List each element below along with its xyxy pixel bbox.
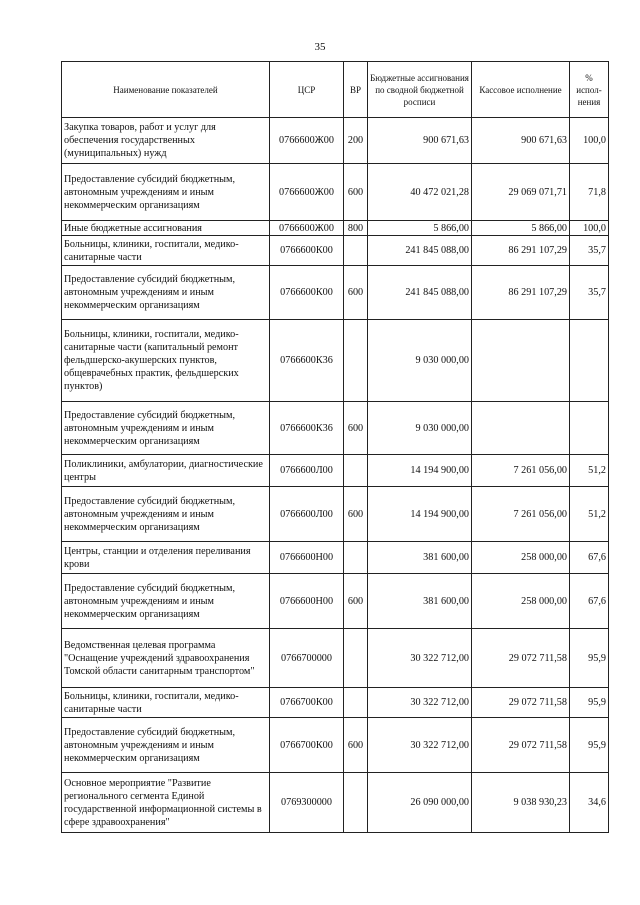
row-pct: 95,9: [570, 718, 609, 773]
row-pct: 100,0: [570, 221, 609, 236]
row-name: Предоставление субсидий бюджетным, автономным учреждениям и иным некоммерческим организациям: [62, 164, 270, 221]
row-cash: 86 291 107,29: [472, 236, 570, 266]
table-row: [62, 118, 609, 164]
row-budget: 30 322 712,00: [368, 629, 472, 688]
row-csr: 0766600К00: [270, 266, 344, 320]
row-name: Ведомственная целевая программа "Оснащение учреждений здравоохранения Томской области санитарным транспортом": [62, 629, 270, 688]
row-pct: 51,2: [570, 487, 609, 542]
row-cash: 29 069 071,71: [472, 164, 570, 221]
row-budget: 30 322 712,00: [368, 688, 472, 718]
row-pct: [570, 402, 609, 455]
row-cash: 900 671,63: [472, 118, 570, 164]
row-pct: 95,9: [570, 688, 609, 718]
row-name: Основное мероприятие "Развитие регионального сегмента Единой государственной информационной системы в сфере здравоохранения": [62, 773, 270, 833]
row-csr: 0766600Ж00: [270, 164, 344, 221]
row-vr: 600: [344, 402, 368, 455]
row-budget: 14 194 900,00: [368, 455, 472, 487]
row-vr: 600: [344, 574, 368, 629]
row-name: Предоставление субсидий бюджетным, автономным учреждениям и иным некоммерческим организациям: [62, 718, 270, 773]
row-csr: 0766600К00: [270, 236, 344, 266]
row-budget: 5 866,00: [368, 221, 472, 236]
row-cash: 5 866,00: [472, 221, 570, 236]
table-row: [62, 688, 609, 718]
row-pct: 34,6: [570, 773, 609, 833]
header-csr: ЦСР: [270, 62, 344, 118]
row-pct: [570, 320, 609, 402]
row-cash: 86 291 107,29: [472, 266, 570, 320]
row-csr: 0766600Н00: [270, 574, 344, 629]
row-cash: 258 000,00: [472, 574, 570, 629]
row-vr: 200: [344, 118, 368, 164]
row-name: Иные бюджетные ассигнования: [62, 221, 270, 236]
row-budget: 26 090 000,00: [368, 773, 472, 833]
row-name: Предоставление субсидий бюджетным, автономным учреждениям и иным некоммерческим организациям: [62, 266, 270, 320]
row-budget: 241 845 088,00: [368, 266, 472, 320]
row-pct: 35,7: [570, 236, 609, 266]
row-budget: 9 030 000,00: [368, 402, 472, 455]
row-csr: 0766700000: [270, 629, 344, 688]
row-pct: 51,2: [570, 455, 609, 487]
row-vr: [344, 236, 368, 266]
row-budget: 40 472 021,28: [368, 164, 472, 221]
row-cash: 29 072 711,58: [472, 688, 570, 718]
row-csr: 0766600Н00: [270, 542, 344, 574]
row-budget: 381 600,00: [368, 574, 472, 629]
row-pct: 95,9: [570, 629, 609, 688]
row-name: Предоставление субсидий бюджетным, автономным учреждениям и иным некоммерческим организациям: [62, 402, 270, 455]
header-pct: % испол-нения: [570, 62, 609, 118]
header-budget: Бюджетные ассигнования по сводной бюджетной росписи: [368, 62, 472, 118]
header-row: [62, 62, 609, 118]
row-pct: 67,6: [570, 574, 609, 629]
table-row: [62, 221, 609, 236]
row-name: Центры, станции и отделения переливания крови: [62, 542, 270, 574]
row-name: Предоставление субсидий бюджетным, автономным учреждениям и иным некоммерческим организациям: [62, 574, 270, 629]
row-budget: 241 845 088,00: [368, 236, 472, 266]
row-pct: 35,7: [570, 266, 609, 320]
row-name: Закупка товаров, работ и услуг для обеспечения государственных (муниципальных) нужд: [62, 118, 270, 164]
row-budget: 900 671,63: [368, 118, 472, 164]
row-vr: 600: [344, 487, 368, 542]
table-row: [62, 320, 609, 402]
row-vr: 800: [344, 221, 368, 236]
row-csr: 0766600К36: [270, 320, 344, 402]
row-vr: [344, 629, 368, 688]
row-name: Больницы, клиники, госпитали, медико-санитарные части (капитальный ремонт фельдшерско-акушерских пунктов, общеврачебных практик, фельдшерских пунктов): [62, 320, 270, 402]
table-row: [62, 542, 609, 574]
header-cash: Кассовое исполнение: [472, 62, 570, 118]
row-csr: 0766600Ж00: [270, 221, 344, 236]
row-cash: 7 261 056,00: [472, 455, 570, 487]
row-cash: 7 261 056,00: [472, 487, 570, 542]
row-budget: 381 600,00: [368, 542, 472, 574]
row-cash: 9 038 930,23: [472, 773, 570, 833]
row-vr: 600: [344, 164, 368, 221]
row-budget: 9 030 000,00: [368, 320, 472, 402]
table-row: [62, 164, 609, 221]
row-name: Предоставление субсидий бюджетным, автономным учреждениям и иным некоммерческим организациям: [62, 487, 270, 542]
row-vr: [344, 542, 368, 574]
row-name: Больницы, клиники, госпитали, медико-санитарные части: [62, 236, 270, 266]
row-budget: 14 194 900,00: [368, 487, 472, 542]
budget-table: [61, 61, 609, 833]
row-csr: 0766700К00: [270, 688, 344, 718]
row-cash: [472, 402, 570, 455]
row-cash: 29 072 711,58: [472, 718, 570, 773]
table-row: [62, 629, 609, 688]
table-row: [62, 455, 609, 487]
row-vr: [344, 773, 368, 833]
row-csr: 0766600Ж00: [270, 118, 344, 164]
page-number: 35: [314, 41, 326, 53]
row-csr: 0769300000: [270, 773, 344, 833]
table-row: [62, 236, 609, 266]
row-cash: 29 072 711,58: [472, 629, 570, 688]
header-vr: ВР: [344, 62, 368, 118]
row-name: Больницы, клиники, госпитали, медико-санитарные части: [62, 688, 270, 718]
row-csr: 0766600Л00: [270, 455, 344, 487]
row-cash: [472, 320, 570, 402]
table-row: [62, 402, 609, 455]
table-row: [62, 574, 609, 629]
row-cash: 258 000,00: [472, 542, 570, 574]
table-row: [62, 773, 609, 833]
row-csr: 0766600Л00: [270, 487, 344, 542]
row-pct: 67,6: [570, 542, 609, 574]
table-row: [62, 487, 609, 542]
row-pct: 100,0: [570, 118, 609, 164]
row-vr: 600: [344, 718, 368, 773]
row-csr: 0766600К36: [270, 402, 344, 455]
table-body: [62, 118, 609, 833]
table-row: [62, 266, 609, 320]
row-vr: 600: [344, 266, 368, 320]
row-budget: 30 322 712,00: [368, 718, 472, 773]
row-vr: [344, 320, 368, 402]
row-csr: 0766700К00: [270, 718, 344, 773]
row-pct: 71,8: [570, 164, 609, 221]
row-name: Поликлиники, амбулатории, диагностические центры: [62, 455, 270, 487]
row-vr: [344, 688, 368, 718]
table-row: [62, 718, 609, 773]
header-name: Наименование показателей: [62, 62, 270, 118]
row-vr: [344, 455, 368, 487]
